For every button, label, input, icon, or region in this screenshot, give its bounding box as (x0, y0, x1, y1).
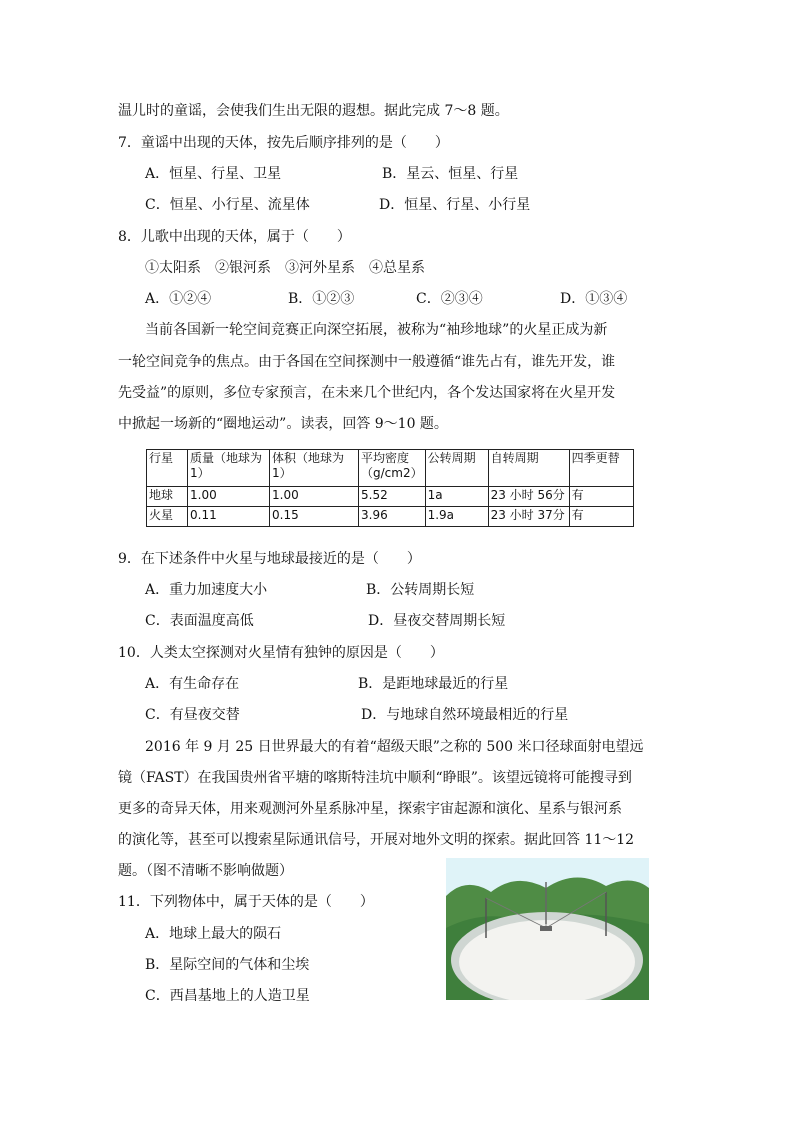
table-cell: 1.00 (270, 487, 359, 507)
q7-option-d[interactable]: D．恒星、行星、小行星 (379, 197, 531, 213)
table-cell: 1.00 (188, 487, 270, 507)
question-11-stem: 11．下列物体中，属于天体的是（ ） (118, 894, 374, 910)
q8-items: ①太阳系 ②银河系 ③河外星系 ④总星系 (145, 260, 425, 276)
question-10-stem: 10．人类太空探测对火星情有独钟的原因是（ ） (118, 645, 444, 661)
q7-option-b[interactable]: B．星云、恒星、行星 (382, 166, 519, 182)
passage-2-line-1: 当前各国新一轮空间竞赛正向深空拓展，被称为“袖珍地球”的火星正成为新 (145, 322, 608, 338)
q10-option-a[interactable]: A．有生命存在 (145, 676, 240, 692)
q10-option-d[interactable]: D．与地球自然环境最相近的行星 (361, 707, 569, 723)
table-cell: 1a (425, 487, 488, 507)
q11-option-a[interactable]: A．地球上最大的陨石 (145, 926, 282, 942)
q8-option-c[interactable]: C．②③④ (416, 291, 483, 307)
table-cell: 1.9a (425, 507, 488, 527)
table-cell: 有 (569, 507, 633, 527)
table-header: 四季更替 (569, 450, 633, 487)
passage-3-line-5: 题。（图不清晰不影响做题） (118, 863, 293, 879)
table-cell: 23 小时 37分 (488, 507, 569, 527)
q8-option-a[interactable]: A．①②④ (145, 291, 212, 307)
q8-option-d[interactable]: D．①③④ (560, 291, 628, 307)
fast-telescope-photo (446, 858, 649, 1000)
table-cell: 5.52 (359, 487, 426, 507)
planet-table (146, 449, 634, 527)
feed-cabin (540, 926, 552, 931)
table-header: 公转周期 (425, 450, 488, 487)
table-cell: 地球 (147, 487, 188, 507)
q8-option-b[interactable]: B．①②③ (288, 291, 355, 307)
table-cell: 23 小时 56分 (488, 487, 569, 507)
q9-option-b[interactable]: B．公转周期长短 (366, 582, 475, 598)
passage-3-line-1: 2016 年 9 月 25 日世界最大的有着“超级天眼”之称的 500 米口径球面射电望远 (145, 739, 644, 755)
table-header: 体积（地球为 1） (270, 450, 359, 487)
passage-3-line-3: 更多的奇异天体，用来观测河外星系脉冲星，探索宇宙起源和演化、星系与银河系 (118, 801, 622, 817)
table-header-row (147, 450, 634, 487)
q9-option-d[interactable]: D．昼夜交替周期长短 (368, 613, 506, 629)
table-cell: 有 (569, 487, 633, 507)
table-row (147, 507, 634, 527)
passage-3-line-2: 镜（FAST）在我国贵州省平塘的喀斯特洼坑中顺利“睁眼”。该望远镜将可能搜寻到 (118, 770, 632, 786)
table-cell: 0.15 (270, 507, 359, 527)
table-cell: 0.11 (188, 507, 270, 527)
table-row (147, 487, 634, 507)
question-8-stem: 8．儿歌中出现的天体，属于（ ） (118, 229, 351, 245)
q10-option-b[interactable]: B．是距地球最近的行星 (358, 676, 509, 692)
table-header: 行星 (147, 450, 188, 487)
passage-3-line-4: 的演化等，甚至可以搜索星际通讯信号，开展对地外文明的探索。据此回答 11～12 (118, 832, 635, 848)
passage-2-line-2: 一轮空间竞争的焦点。由于各国在空间探测中一般遵循“谁先占有，谁先开发，谁 (118, 354, 616, 370)
q10-option-c[interactable]: C．有昼夜交替 (145, 707, 240, 723)
q11-option-b[interactable]: B．星际空间的气体和尘埃 (145, 957, 310, 973)
table-cell: 3.96 (359, 507, 426, 527)
q11-option-c[interactable]: C．西昌基地上的人造卫星 (145, 988, 310, 1004)
passage-2-line-3: 先受益”的原则，多位专家预言，在未来几个世纪内，各个发达国家将在火星开发 (118, 385, 616, 401)
q7-option-c[interactable]: C．恒星、小行星、流星体 (145, 197, 310, 213)
q9-option-a[interactable]: A．重力加速度大小 (145, 582, 268, 598)
question-9-stem: 9．在下述条件中火星与地球最接近的是（ ） (118, 551, 421, 567)
table-header: 质量（地球为 1） (188, 450, 270, 487)
q9-option-c[interactable]: C．表面温度高低 (145, 613, 254, 629)
table-header: 自转周期 (488, 450, 569, 487)
telescope-illustration (446, 858, 649, 1000)
intro-end: 温儿时的童谣，会使我们生出无限的遐想。据此完成 7～8 题。 (118, 103, 509, 119)
table-cell: 火星 (147, 507, 188, 527)
table-header: 平均密度（g/cm2） (359, 450, 426, 487)
passage-2-line-4: 中掀起一场新的“圈地运动”。读表，回答 9～10 题。 (118, 416, 448, 432)
question-7-stem: 7．童谣中出现的天体，按先后顺序排列的是（ ） (118, 135, 449, 151)
q7-option-a[interactable]: A．恒星、行星、卫星 (145, 166, 282, 182)
